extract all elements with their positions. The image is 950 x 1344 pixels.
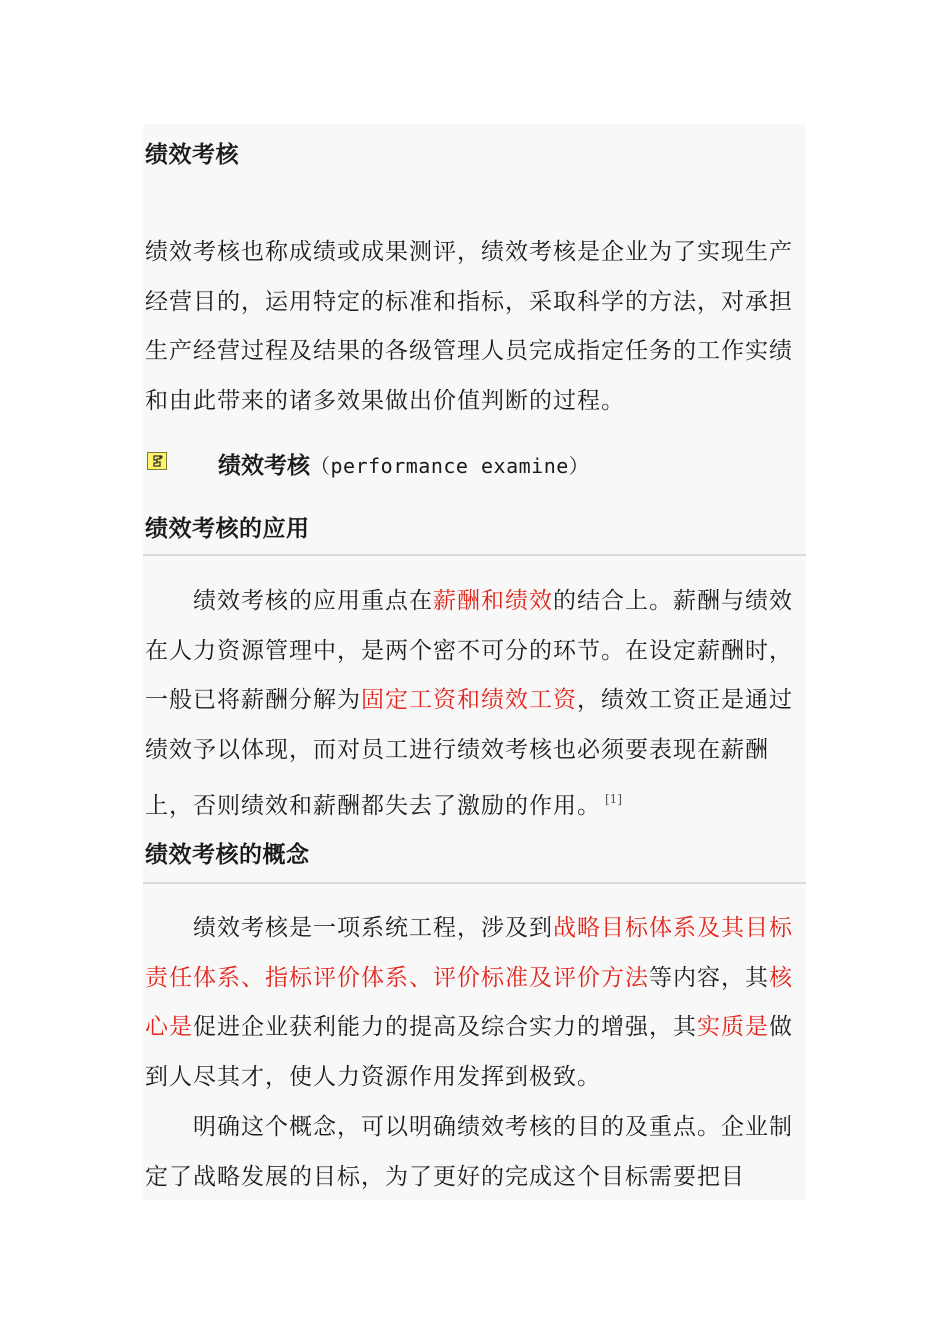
text-span: 做到人尽其才，使人力资源作用发挥到极致。 <box>145 1014 793 1090</box>
text-span: ，绩效工资正是通过绩效予以体现，而对员工进行绩效考核也必须要表现在薪酬上，否则绩效和薪酬都失去了激励的作用。 <box>145 687 793 819</box>
concept-paragraph-2: 明确这个概念，可以明确绩效考核的目的及重点。企业制定了战略发展的目标，为了更好的完成这个目标需要把目 <box>145 1114 793 1190</box>
text-span: 绩效考核的应用重点在 <box>193 588 433 614</box>
application-paragraph <box>145 577 795 832</box>
text-span: 绩效考核是一项系统工程，涉及到 <box>193 915 553 941</box>
link-fixed-performance-pay[interactable]: 固定工资和绩效工资 <box>361 687 577 713</box>
link-strategy-system[interactable]: 战略目标体系及其目标责任体系、指标评价体系、评价标准及评价方法 <box>145 915 793 991</box>
section-divider <box>143 554 806 556</box>
section-heading-concept: 绩效考核的概念 <box>145 842 310 868</box>
intro-paragraph: 绩效考核也称成绩或成果测评，绩效考核是企业为了实现生产经营目的，运用特定的标准和指标，采取科学的方法，对承担生产经营过程及结果的各级管理人员完成指定任务的工作实绩和由此带来的诸多效果做出价值判断的过程。 <box>145 239 793 414</box>
document-title: 绩效考核 <box>145 142 239 168</box>
figure-caption-en: （performance examine） <box>310 454 590 478</box>
link-essence[interactable]: 实质是 <box>697 1014 769 1040</box>
link-salary-performance[interactable]: 薪酬和绩效 <box>433 588 553 614</box>
reference-marker[interactable]: [1] <box>605 792 622 806</box>
link-core[interactable]: 核心是 <box>145 964 793 1040</box>
figure-caption <box>218 447 589 480</box>
figure-caption-cn: 绩效考核 <box>218 453 310 479</box>
text-span: 的结合上。薪酬与绩效在人力资源管理中，是两个密不可分的环节。在设定薪酬时，一般已将薪酬分解为 <box>145 588 793 713</box>
section-heading-application: 绩效考核的应用 <box>145 516 310 542</box>
section-divider <box>143 882 806 884</box>
image-placeholder-icon[interactable] <box>147 452 167 470</box>
concept-paragraph <box>145 904 795 1102</box>
figure-row <box>145 450 795 480</box>
document-panel <box>143 124 806 1200</box>
text-span: 促进企业获利能力的提高及综合实力的增强，其 <box>193 1014 697 1040</box>
text-span: 等内容，其 <box>649 964 769 991</box>
